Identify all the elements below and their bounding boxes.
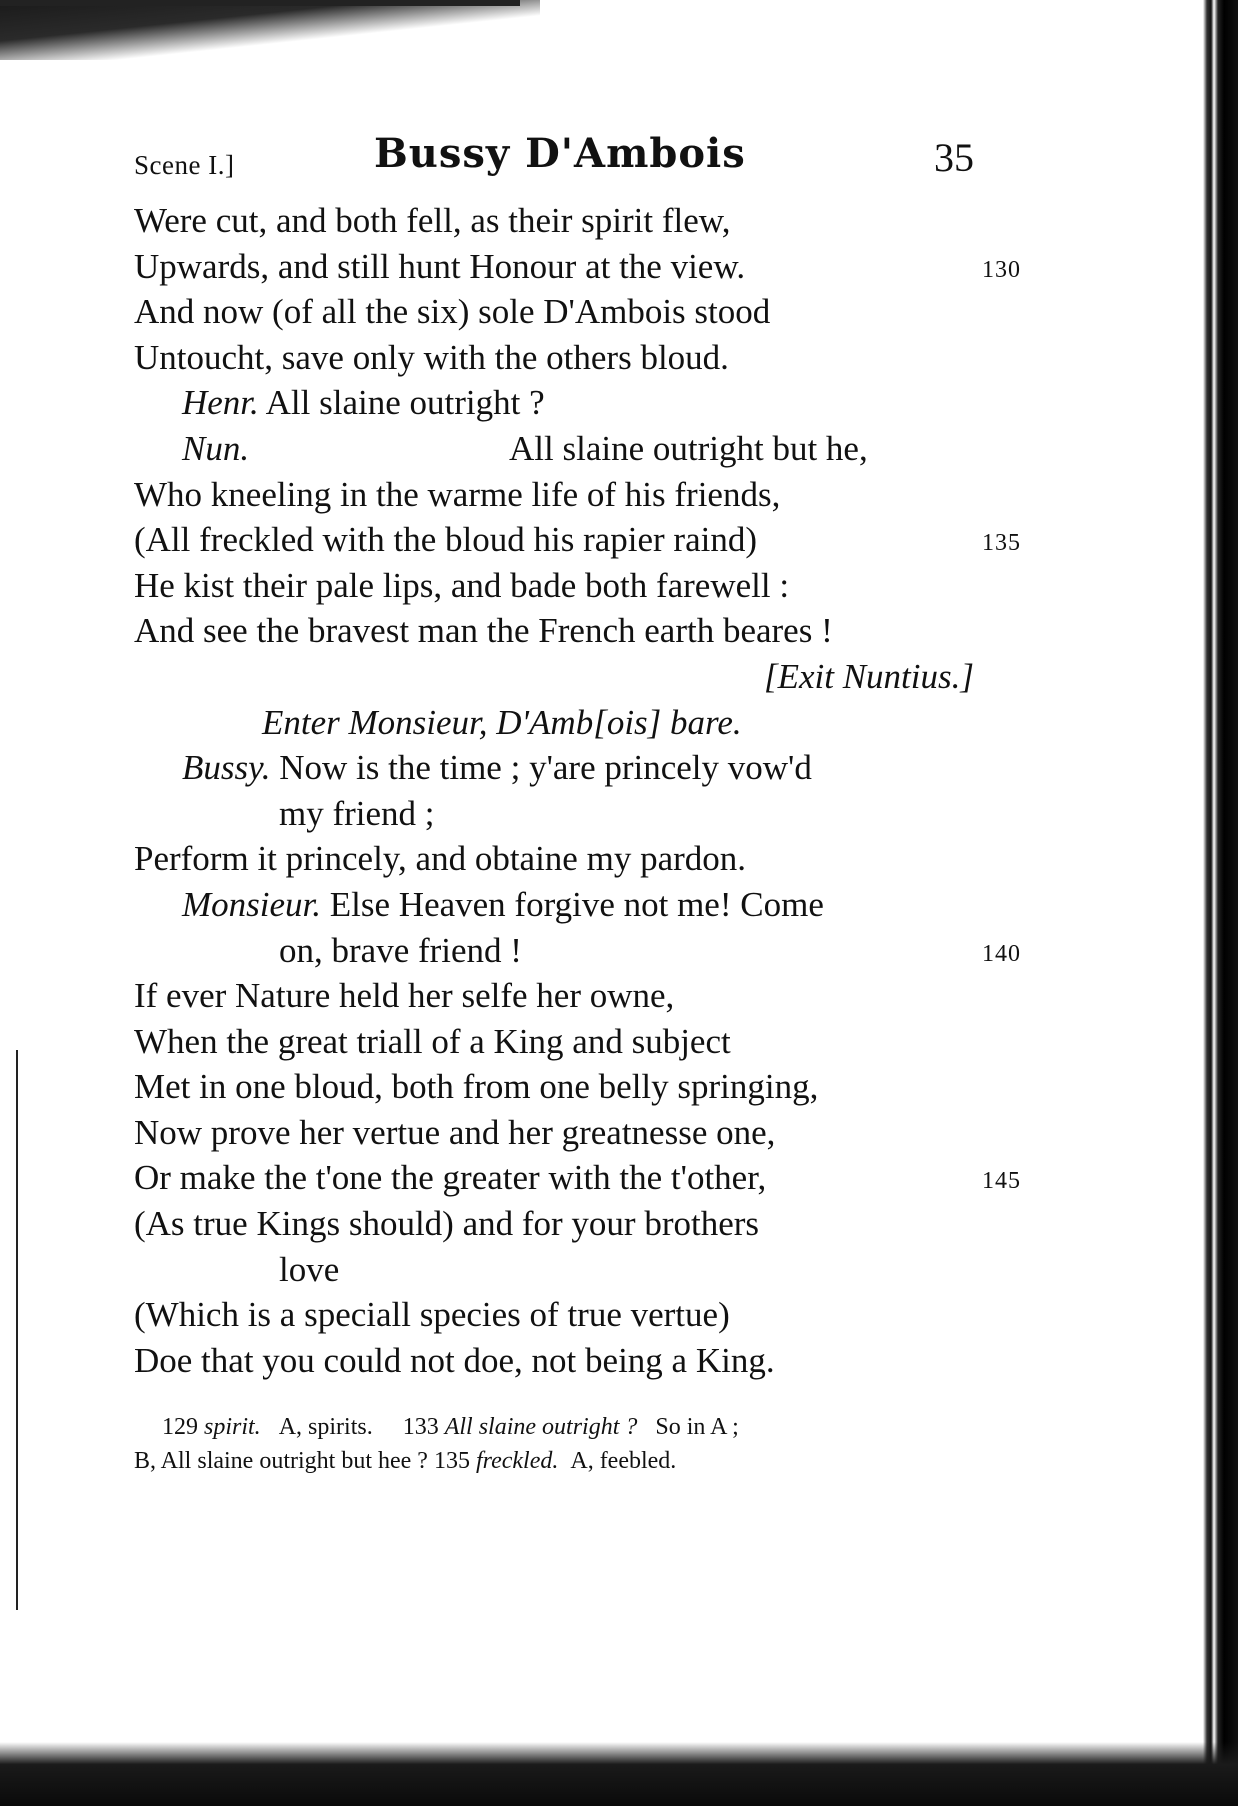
verse-line: Met in one bloud, both from one belly springing, <box>134 1067 819 1107</box>
footnote-line: B, All slaine outright but hee ? 135 freckled. A, feebled. <box>134 1448 677 1474</box>
verse-line: Bussy. Now is the time ; y'are princely vow'd <box>182 748 812 788</box>
verse-line: And see the bravest man the French earth beares ! <box>134 611 833 651</box>
verse-text <box>134 198 1021 1383</box>
stage-direction: [Exit Nuntius.] <box>763 656 974 696</box>
scan-edge-right <box>1188 0 1238 1806</box>
line-number: 145 <box>982 1168 1021 1195</box>
verse-line: Now prove her vertue and her greatnesse one, <box>134 1112 776 1152</box>
verse-line: (Which is a speciall species of true vertue) <box>134 1295 730 1335</box>
verse-line: And now (of all the six) sole D'Ambois stood <box>134 292 771 332</box>
verse-line: Monsieur. Else Heaven forgive not me! Come <box>182 884 824 924</box>
verse-line: Who kneeling in the warme life of his friends, <box>134 474 781 514</box>
verse-line: He kist their pale lips, and bade both farewell : <box>134 565 790 605</box>
speaker-name: Monsieur. <box>182 884 322 924</box>
verse-line: my friend ; <box>279 793 435 833</box>
speaker-name: Nun. <box>182 428 250 468</box>
footnote-line: 129 spirit. A, spirits. 133 All slaine outright ? So in A ; <box>162 1414 739 1440</box>
scan-edge-bottom <box>0 1742 1238 1806</box>
verse-line: When the great triall of a King and subject <box>134 1021 731 1061</box>
verse-line: Nun. All slaine outright but he, <box>182 428 868 468</box>
verse-line: Henr. All slaine outright ? <box>182 383 545 423</box>
verse-line: Perform it princely, and obtaine my pardon. <box>134 839 747 879</box>
verse-line: Or make the t'one the greater with the t'other, 145 <box>134 1155 974 1201</box>
verse-line: Untoucht, save only with the others bloud. <box>134 337 729 377</box>
scene-label: Scene I.] <box>134 150 235 180</box>
verse-line: If ever Nature held her selfe her owne, <box>134 976 675 1016</box>
line-number: 135 <box>982 530 1021 557</box>
speaker-name: Henr. <box>182 383 259 423</box>
running-title: Bussy D'Ambois <box>374 130 746 177</box>
verse-line: Upwards, and still hunt Honour at the view. 130 <box>134 244 974 290</box>
verse-line: (All freckled with the bloud his rapier raind) 135 <box>134 517 974 563</box>
scan-edge-top <box>0 0 540 60</box>
scan-edge-top-strip <box>0 0 520 6</box>
verse-line: love <box>279 1249 340 1289</box>
line-number: 140 <box>982 940 1021 967</box>
line-number: 130 <box>982 256 1021 283</box>
footnotes <box>134 1410 974 1478</box>
verse-line: (As true Kings should) and for your brothers <box>134 1204 760 1244</box>
running-header <box>134 130 974 186</box>
verse-line: Were cut, and both fell, as their spirit flew, <box>134 201 731 240</box>
scan-edge-left <box>16 1050 18 1610</box>
page-number: 35 <box>934 135 974 180</box>
verse-line: on, brave friend ! 140 <box>134 928 974 974</box>
stage-direction: Enter Monsieur, D'Amb[ois] bare. <box>262 702 742 742</box>
speaker-name: Bussy. <box>182 748 271 788</box>
verse-line: Doe that you could not doe, not being a King. <box>134 1340 775 1380</box>
